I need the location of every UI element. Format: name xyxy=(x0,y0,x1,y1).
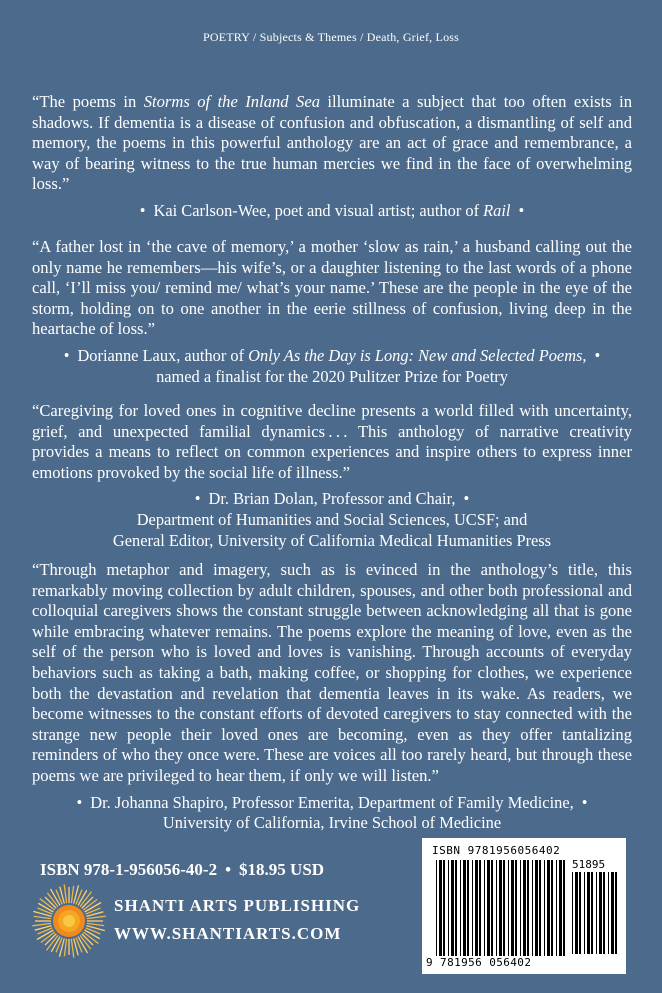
barcode-bar xyxy=(572,872,573,954)
barcode-bar xyxy=(508,860,509,956)
sun-ray xyxy=(64,939,66,956)
barcode-bar xyxy=(603,872,605,954)
barcode-bar xyxy=(575,872,578,954)
barcode-bar xyxy=(463,860,466,956)
barcode-bar xyxy=(615,872,617,954)
blurb-1 xyxy=(32,92,632,222)
barcode-bar xyxy=(475,860,478,956)
barcode-bar xyxy=(511,860,514,956)
barcode-bar xyxy=(520,860,521,956)
barcode-bar xyxy=(608,872,609,954)
barcode-bar xyxy=(455,860,457,956)
isbn-text: ISBN 978-1-956056-40-2 xyxy=(40,860,218,879)
price-text: $18.95 USD xyxy=(239,860,325,879)
barcode-bar xyxy=(523,860,526,956)
barcode-bar xyxy=(611,872,614,954)
barcode-bar xyxy=(544,860,545,956)
blurb-attribution: • Dr. Brian Dolan, Professor and Chair, • Department of Humanities and Social Sciences, UCSF; and General Editor, University of California Medical Humanities Press xyxy=(112,489,552,550)
barcode-bar xyxy=(439,860,442,956)
barcode-isbn-label: ISBN 9781956056402 xyxy=(432,844,561,857)
barcode-digits: 9 781956 056402 xyxy=(426,956,532,969)
barcode-price-code: 51895 xyxy=(572,858,606,871)
sun-ray xyxy=(71,886,73,903)
sun-ray xyxy=(87,916,106,918)
barcode-bar xyxy=(587,872,590,954)
separator-bullet: • xyxy=(225,860,232,879)
barcode-addon-bars xyxy=(572,872,620,954)
barcode-bar xyxy=(451,860,454,956)
sun-ray xyxy=(32,923,51,925)
barcode-bar xyxy=(460,860,461,956)
blurb-attribution: • Dr. Johanna Shapiro, Professor Emerita, Department of Family Medicine, • University of California, Irvine School of Medicine xyxy=(76,792,588,833)
blurb-attribution: • Kai Carlson-Wee, poet and visual artist; author of Rail • xyxy=(139,200,525,220)
blurb-3 xyxy=(32,401,632,551)
barcode-bar xyxy=(556,860,557,956)
barcode-bar xyxy=(599,872,602,954)
barcode-bar xyxy=(547,860,550,956)
barcode-bar xyxy=(591,872,593,954)
barcode-bar xyxy=(436,860,437,956)
barcode-bar xyxy=(487,860,490,956)
barcode-bar xyxy=(472,860,473,956)
blurb-quote: “The poems in Storms of the Inland Sea illuminate a subject that too often exists in shadows. If dementia is a disease of confusion and obfuscation, a dismantling of self and memory, the poems in this powerful anthology are an act of grace and remembrance, a way of bearing witness to the true human mercies we find in the face of overwhelming loss.” xyxy=(32,92,632,194)
sun-logo-icon xyxy=(32,884,106,958)
blurb-2 xyxy=(32,237,632,387)
blurb-quote: “Through metaphor and imagery, such as is evinced in the anthology’s title, this remarkably moving collection by adult children, spouses, and other both professional and colloquial caregivers shows the constant struggle between acknowledging all that is gone while embracing whatever remains. The poems explore the meaning of love, even as the self of the person who is loved and loves is vanishing. Through accounts of everyday behaviors such as taking a bath, making coffee, or shopping for clothes, we experience both the devastation and revelation that dementia leaves in its wake. As readers, we become witnesses to the constant efforts of devoted caregivers to stay connected with the strange new people their loved ones are becoming, even as they offer tantalizing reminders of who they once were. These are voices all too rarely heard, but through these poems we are privileged to hear them, if only we will listen.” xyxy=(32,560,632,785)
barcode-bar xyxy=(491,860,493,956)
barcode-bar xyxy=(579,872,581,954)
barcode-bar xyxy=(496,860,497,956)
barcode-bar xyxy=(467,860,469,956)
isbn-price-line xyxy=(40,860,324,880)
sun-ray xyxy=(87,923,104,925)
sun-ray xyxy=(71,939,73,958)
barcode-bar xyxy=(503,860,505,956)
publisher-name: SHANTI ARTS PUBLISHING xyxy=(114,896,361,915)
barcode-bar xyxy=(499,860,502,956)
barcode-bar xyxy=(535,860,538,956)
barcode-bar xyxy=(527,860,529,956)
category-line: POETRY / Subjects & Themes / Death, Grief, Loss xyxy=(202,30,460,44)
blurb-quote: “Caregiving for loved ones in cognitive decline presents a world filled with uncertainty, grief, and unexpected familial dynamics . . . This anthology of narrative creativity provides a means to reflect on common experiences and inspire others to express inner emotions provoked by the social life of illness.” xyxy=(32,401,632,482)
barcode-bar xyxy=(515,860,517,956)
barcode-bar xyxy=(443,860,445,956)
barcode-bar xyxy=(448,860,449,956)
barcode-bar xyxy=(539,860,541,956)
publisher-website[interactable]: WWW.SHANTIARTS.COM xyxy=(114,924,342,943)
blurb-attribution: • Dorianne Laux, author of Only As the Day is Long: New and Selected Poems, • named a finalist for the 2020 Pulitzer Prize for Poetry xyxy=(63,345,601,386)
barcode-bars xyxy=(436,860,566,956)
barcode-bar xyxy=(563,860,565,956)
barcode-bar xyxy=(596,872,597,954)
blurb-4 xyxy=(32,560,632,834)
barcode xyxy=(422,838,626,974)
barcode-bar xyxy=(559,860,562,956)
blurb-quote: “A father lost in ‘the cave of memory,’ a mother ‘slow as rain,’ a husband calling out the only name he remembers—his wife’s, or a daughter listening to the last words of a phone call, ‘I’ll miss you/ remind me/ what’s your name.’ These are the people in the eye of the storm, holding on to one another in the eerie stillness of confusion, living deep in the heartache of loss.” xyxy=(32,237,632,339)
sun-ray xyxy=(64,884,66,903)
barcode-bar xyxy=(584,872,585,954)
sun-ray xyxy=(34,916,51,918)
barcode-bar xyxy=(484,860,485,956)
barcode-bar xyxy=(551,860,553,956)
barcode-bar xyxy=(532,860,533,956)
barcode-bar xyxy=(479,860,481,956)
